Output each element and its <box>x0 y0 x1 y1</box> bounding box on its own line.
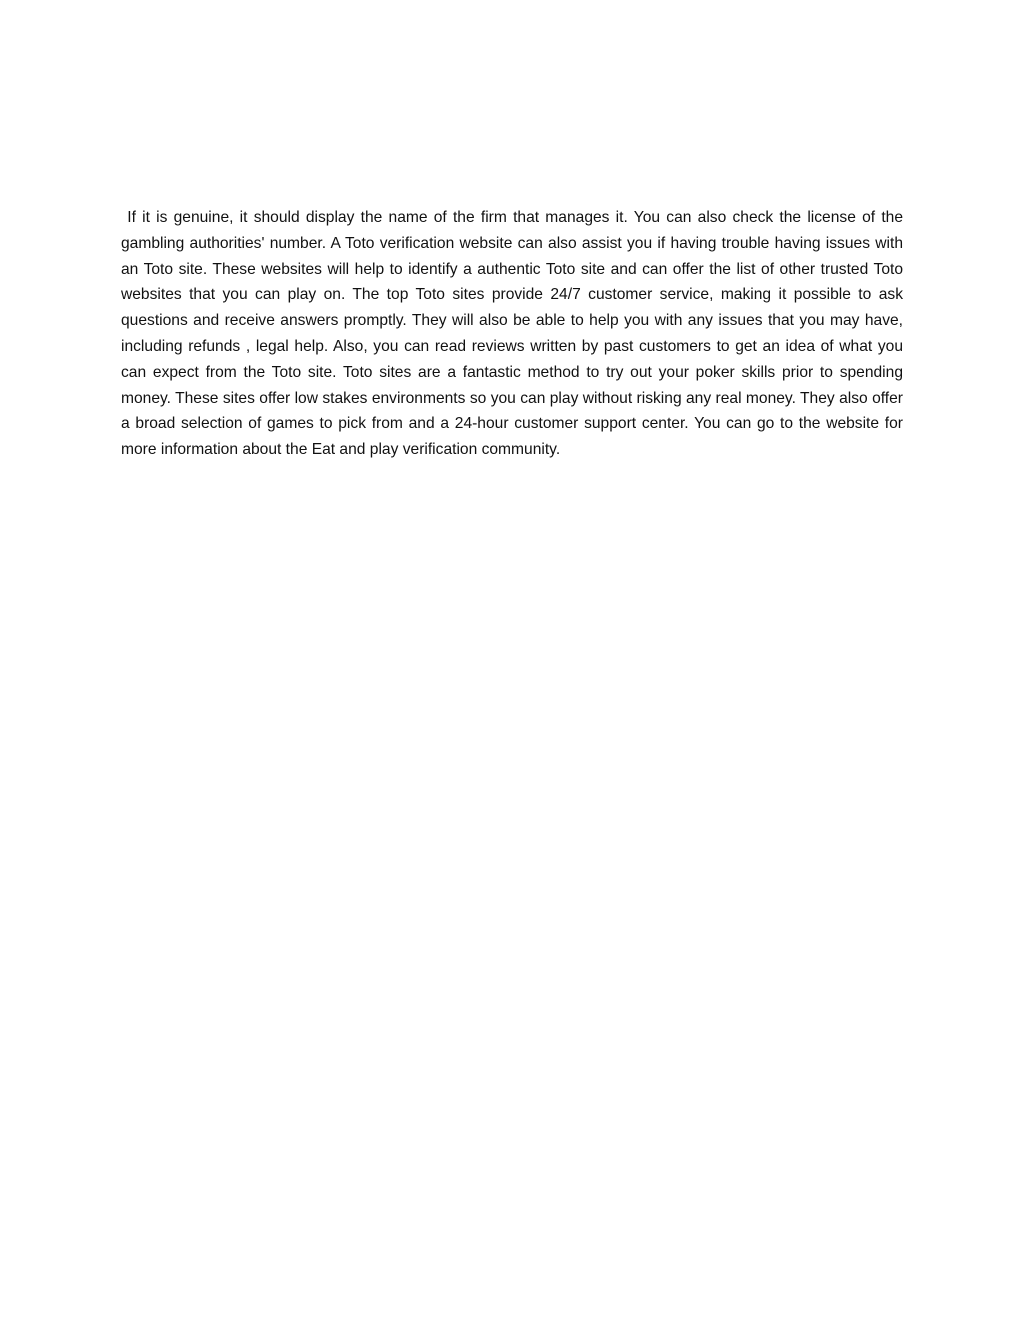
body-paragraph: If it is genuine, it should display the name of the firm that manages it. You can also check the license of the gambling authorities' number. A Toto verification website can also assist you if having trouble having issues with an Toto site. These websites will help to identify a authentic Toto site and can offer the list of other trusted Toto websites that you can play on. The top Toto sites provide 24/7 customer service, making it possible to ask questions and receive answers promptly. They will also be able to help you with any issues that you may have, including refunds , legal help. Also, you can read reviews written by past customers to get an idea of what you can expect from the Toto site. Toto sites are a fantastic method to try out your poker skills prior to spending money. These sites offer low stakes environments so you can play without risking any real money. They also offer a broad selection of games to pick from and a 24-hour customer support center. You can go to the website for more information about the Eat and play verification community. <box>121 209 908 459</box>
